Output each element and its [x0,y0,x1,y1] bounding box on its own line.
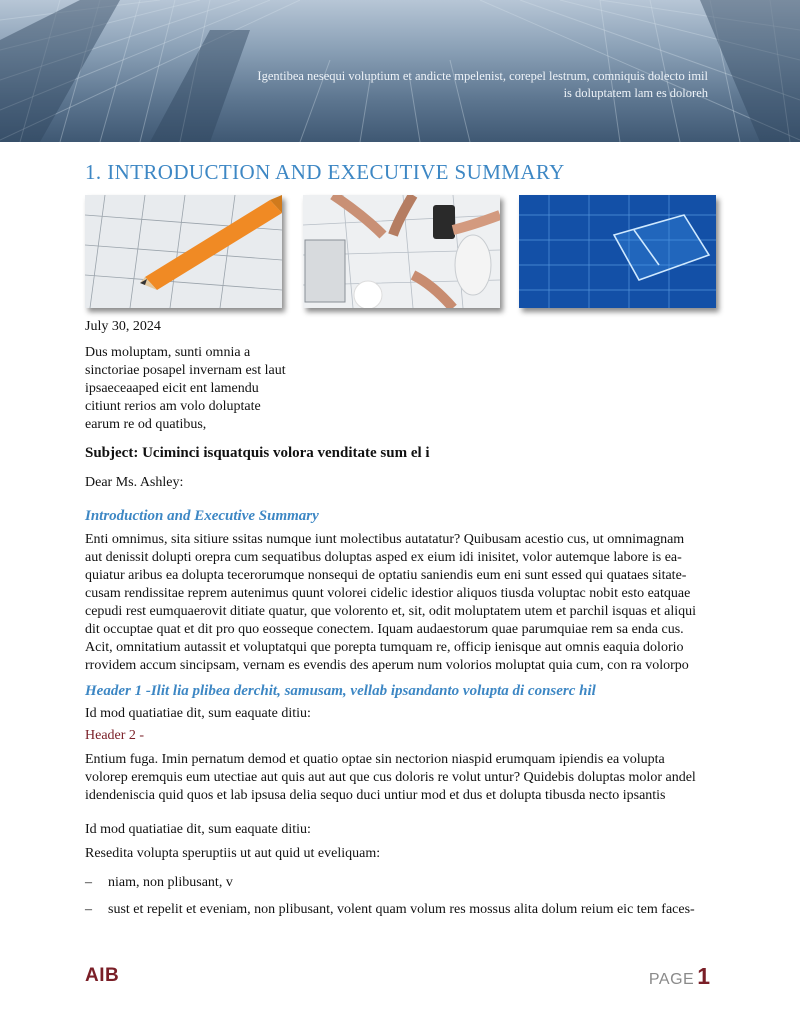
body-text: Resedita volupta speruptiis ut aut quid ut eveliquam: [85,846,381,861]
list-item [85,874,725,892]
paragraph-line: Entium fuga. Imin pernatum demod et quatio optae sin nectorion niaspid erumquam ipiendis ea volupta [85,752,665,767]
address-line: citiunt rerios am volo doluptate [85,399,261,414]
address-line: ipsaeceaaped eicit ent lamendu [85,381,259,396]
greeting: Dear Ms. Ashley: [85,475,184,490]
list-item [85,901,725,919]
page-title: 1. INTRODUCTION AND EXECUTIVE SUMMARY [85,160,565,184]
team-reviewing-plans-photo [303,195,500,308]
page-number-value: 1 [697,963,710,989]
body-text: Id mod quatiatiae dit, sum eaquate ditiu: [85,706,311,721]
bullet-dash: – [85,902,92,917]
subject-line: Subject: Uciminci isquatquis volora venditate sum el i [85,445,430,461]
paragraph-line: Enti omnimus, sita sitiure ssitas numque iunt molectibus autatatur? Quibusam acestio cus, ut omnimagnam [85,532,685,547]
company-logo: AIB [85,965,120,986]
paragraph-line: idendeniscia quid quos et lab ipsusa delia sequo duci untiur mod et dus et dolupta tibusda necto ipsantis [85,788,666,803]
paragraph-line: cusam rendissitae reprem autenimus quunt volorei cidelic idestior aliquos tiusda voluptac nobit esto eatquae [85,586,691,601]
address-line: earum re od quatibus, [85,417,207,432]
entium-paragraph [85,751,715,805]
banner-tagline [148,68,708,102]
paragraph-line: volorep eremquis eum utectiae aut quis aut aut que cus doloris re volut untur? Quidebis doluptas molor andel [85,770,696,785]
paragraph-line: aut denissit dolupti orepra cum sequatibus doluptas asped ex eium idi inisitet, volor autemque labore is ea- [85,550,682,565]
paragraph-line: cepudi rest eumquaerovit ditiate quatur, que volorento et, sit, odit moluptatem utem et parchil isquas et aliqui [85,604,697,619]
letter-date: July 30, 2024 [85,319,161,334]
list-item-text: niam, non plibusant, v [108,875,233,890]
page-label: PAGE [648,971,695,988]
list-item-text: sust et repelit et eveniam, non plibusant, volent quam volum res mossus alita dolum reium eic tem faces- [108,902,695,917]
paragraph-line: Acit, omnitatium autassit et voluptatqui que porepta tumquam re, officip ienisque aut omnis eaquia dolorio [85,640,684,655]
address-line: sinctoriae posapel invernam est laut [85,363,286,378]
recipient-address [85,344,315,434]
header-2: Header 2 - [85,728,145,743]
intro-heading: Introduction and Executive Summary [85,508,319,524]
banner-tagline-line: Igentibea nesequi voluptium et andicte mpelenist, corepel lestrum, comniquis dolecto imil [257,69,708,83]
photo-strip [85,195,725,315]
page-number [649,963,710,990]
paragraph-line: rrovidem accum sincipsam, vernam es evendis des aperum num volorios moluptat quia cum, con ra volorpo [85,658,689,673]
bullet-dash: – [85,875,92,890]
address-line: Dus moluptam, sunti omnia a [85,345,251,360]
body-text: Id mod quatiatiae dit, sum eaquate ditiu: [85,822,311,837]
intro-paragraph [85,531,715,675]
pencil-on-blueprint-photo [85,195,282,308]
header-1: Header 1 -Ilit lia plibea derchit, samusam, vellab ipsandanto volupta di conserc hil [85,683,596,699]
paragraph-line: dit occuptae quat et dit pro quo eosseque conectem. Iquam audaestorum quae parumquiae rem sa enda cus. [85,622,684,637]
blue-digital-floorplan-photo [519,195,716,308]
banner-tagline-line: is doluptatem lam es doloreh [563,86,708,100]
paragraph-line: quiatur aribus ea dolupta tecerorumque nonsequi de optatiu saniendis eum eni sunt essed qui quataes sitate- [85,568,687,583]
header-banner [0,0,800,142]
